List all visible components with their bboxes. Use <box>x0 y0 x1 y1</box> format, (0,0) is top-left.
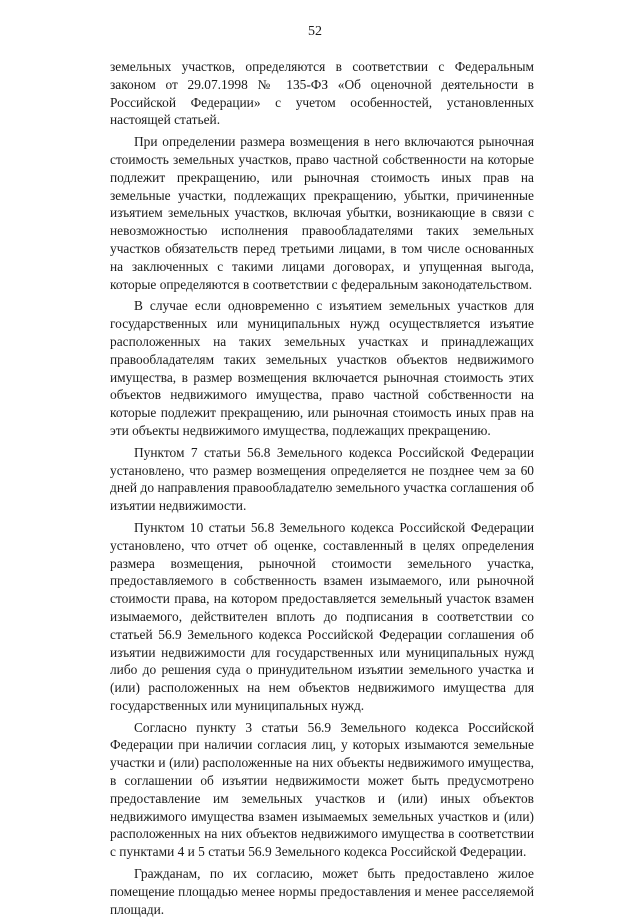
paragraph-citizens-housing: Гражданам, по их согласию, может быть предоставлено жилое помещение площадью менее нормы предоставления и менее расселяемой площади. <box>110 866 534 917</box>
paragraph-article-56-8-item-10: Пунктом 10 статьи 56.8 Земельного кодекса Российской Федерации установлено, что отчет об оценке, составленный в целях определения размера возмещения, рыночной стоимости земельного участка, предоставляемого в собственность взамен изымаемого, или рыночной стоимости права, на котором предоставляется земельный участок взамен изымаемого, действителен вплоть до подписания в соответствии со статьей 56.9 Земельного кодекса Российской Федерации соглашения об изъятии недвижимости для государственных или муниципальных нужд либо до решения суда о принудительном изъятии земельного участка и (или) расположенных на нем объектов недвижимого имущества для государственных или муниципальных нужд. <box>110 519 534 713</box>
paragraph-compensation-composition: При определении размера возмещения в него включаются рыночная стоимость земельных участков, право частной собственности на которые подлежит прекращению, или рыночная стоимость иных прав на земельные участки, подлежащих прекращению, убытки, причиненные изъятием земельных участков, включая убытки, возникающие в связи с невозможностью исполнения правообладателями таких земельных участков обязательств перед третьими лицами, в том числе основанных на заключенных с такими лицами договорах, и упущенная выгода, которые определяются в соответствии с федеральным законодательством. <box>110 134 534 292</box>
paragraph-real-estate-objects: В случае если одновременно с изъятием земельных участков для государственных или муниципальных нужд осуществляется изъятие расположенных на таких земельных участках и принадлежащих правообладателям таких земельных участков объектов недвижимого имущества, в размер возмещения включается рыночная стоимость этих объектов недвижимого имущества, право частной собственности на которые подлежит прекращению, или рыночная стоимость иных прав на эти объекты недвижимого имущества, подлежащих прекращению. <box>110 298 534 438</box>
paragraph-article-56-9-item-3: Согласно пункту 3 статьи 56.9 Земельного кодекса Российской Федерации при наличии согласия лиц, у которых изымаются земельные участки и (или) расположенные на них объекты недвижимого имущества, в соглашении об изъятии недвижимости может быть предусмотрено предоставление им земельных участков и (или) иных объектов недвижимого имущества взамен изымаемых земельных участков и (или) расположенных на них объектов недвижимого имущества в соответствии с пунктами 4 и 5 статьи 56.9 Земельного кодекса Российской Федерации. <box>110 719 534 860</box>
paragraph-article-56-8-item-7: Пунктом 7 статьи 56.8 Земельного кодекса Российской Федерации установлено, что размер возмещения определяется не позднее чем за 60 дней до направления правообладателю земельного участка соглашения об изъятии недвижимости. <box>110 444 534 514</box>
document-body <box>110 58 534 918</box>
paragraph-continuation: земельных участков, определяются в соответствии с Федеральным законом от 29.07.1998 № 135-ФЗ «Об оценочной деятельности в Российской Федерации» с учетом особенностей, установленных настоящей статьей. <box>110 59 534 128</box>
page-number: 52 <box>308 24 322 39</box>
